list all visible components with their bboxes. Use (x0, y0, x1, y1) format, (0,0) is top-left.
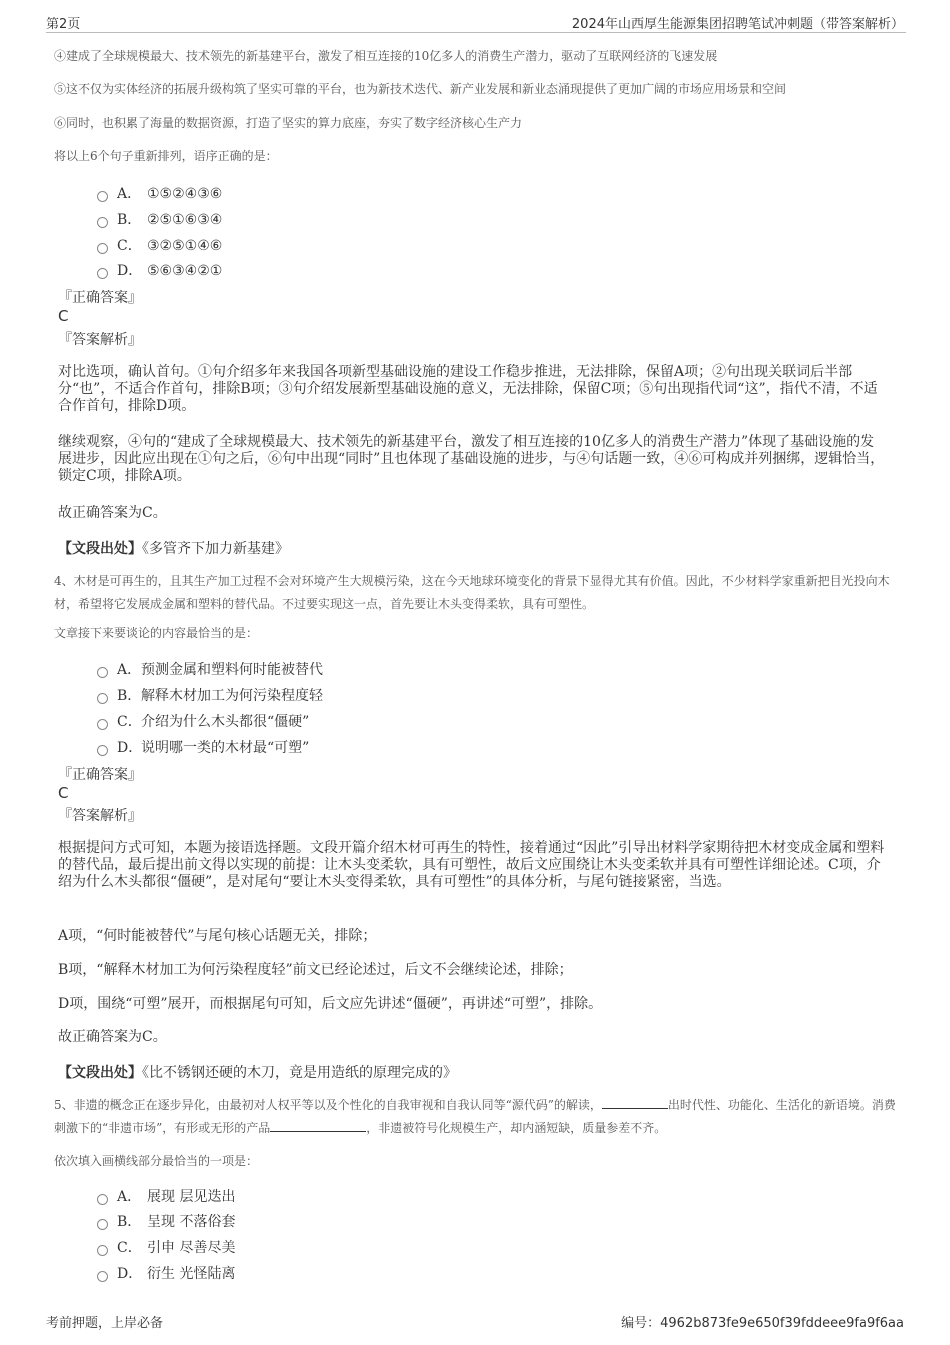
q5-stem: 5、非遗的概念正在逐步异化，由最初对人权平等以及个性化的自我审视和自我认同等“源代码”的解读， 出时代性、功能化、生活化的新语境。消费刺激下的“非遗市场”，有形或无形的产品 ，非遗被符号化规模生产，却内涵短缺，质量参差不齐。 (54, 1098, 896, 1135)
fill-blank-1[interactable] (602, 1096, 668, 1109)
radio-icon[interactable] (97, 667, 108, 678)
radio-icon[interactable] (97, 1219, 108, 1230)
radio-icon[interactable] (97, 268, 108, 279)
q3-option-b[interactable]: B． ②⑤①⑥③④ (97, 210, 222, 230)
q3-prompt: 将以上6个句子重新排列，语序正确的是： (54, 149, 278, 163)
radio-icon[interactable] (97, 745, 108, 756)
page-number: 第2页 (46, 17, 81, 32)
q4-analysis-paragraph: 根据提问方式可知，本题为接语选择题。文段开篇介绍木材可再生的特性，接着通过“因此”引导出材料学家期待把木材变成金属和塑料的替代品，最后提出前文得以实现的前提：让木头变柔软，具有可塑性，故后文应围绕让木头变柔软并具有可塑性详细论述。C项，介绍为什么木头都很“僵硬”，是对尾句“要让木头变得柔软，具有可塑性”的具体分析，与尾句链接紧密，当选。 (58, 840, 885, 890)
q4-option-c[interactable]: C．介绍为什么木头都很“僵硬” (97, 712, 309, 732)
document-title: 2024年山西厚生能源集团招聘笔试冲刺题（带答案解析） (571, 17, 904, 32)
code-label: 编号： (621, 1316, 661, 1331)
q3-answer: C (58, 307, 69, 325)
q3-analysis-conclusion: 故正确答案为C。 (58, 505, 167, 521)
radio-icon[interactable] (97, 693, 108, 704)
q4-analysis-conclusion: 故正确答案为C。 (58, 1029, 167, 1045)
source-title: 《多管齐下加力新基建》 (142, 541, 289, 557)
source-label: 【文段出处】 (58, 541, 142, 557)
q3-analysis-paragraph: 继续观察，④句的“建成了全球规模最大、技术领先的新基建平台，激发了相互连接的10亿多人的消费生产潜力”体现了基础设施的发展进步，因此应出现在①句之后，⑥句中出现“同时”且也体现了基础设施的进步，与④句话题一致，④⑥可构成并列捆绑，逻辑恰当，锁定C项，排除A项。 (58, 434, 885, 484)
page-footer (46, 1312, 906, 1331)
q4-analysis-item: B项，“解释木材加工为何污染程度轻”前文已经论述过，后文不会继续论述，排除； (58, 962, 573, 978)
q5-option-c[interactable]: C． 引申 尽善尽美 (97, 1238, 235, 1258)
source-title: 《比不锈钢还硬的木刀，竟是用造纸的原理完成的》 (142, 1065, 457, 1081)
q3-option-c[interactable]: C． ③②⑤①④⑥ (97, 236, 222, 256)
radio-icon[interactable] (97, 1245, 108, 1256)
q4-analysis-item: D项，围绕“可塑”展开，而根据尾句可知，后文应先讲述“僵硬”，再讲述“可塑”，排除。 (58, 996, 603, 1012)
q4-option-b[interactable]: B．解释木材加工为何污染程度轻 (97, 686, 323, 706)
fill-blank-2[interactable] (270, 1119, 366, 1132)
radio-icon[interactable] (97, 243, 108, 254)
q3-sentence-6: ⑥同时，也积累了海量的数据资源，打造了坚实的算力底座，夯实了数字经济核心生产力 (54, 116, 523, 130)
page-header (46, 10, 906, 33)
q3-source (58, 538, 289, 558)
radio-icon[interactable] (97, 719, 108, 730)
q4-analysis-label: 『答案解析』 (58, 808, 142, 824)
q4-stem: 4、木材是可再生的，且其生产加工过程不会对环境产生大规模污染，这在今天地球环境变化的背景下显得尤其有价值。因此，不少材料学家重新把目光投向木材，希望将它发展成金属和塑料的替代品。不过要实现这一点，首先要让木头变得柔软，具有可塑性。 (54, 574, 890, 611)
q3-answer-label: 『正确答案』 (58, 290, 142, 306)
radio-icon[interactable] (97, 1271, 108, 1282)
source-label: 【文段出处】 (58, 1065, 142, 1081)
q3-sentence-5: ⑤这不仅为实体经济的拓展升级构筑了坚实可靠的平台，也为新技术迭代、新产业发展和新业态涌现提供了更加广阔的市场应用场景和空间 (54, 82, 787, 96)
q5-option-a[interactable]: A． 展现 层见迭出 (97, 1187, 235, 1207)
q3-option-a[interactable]: A． ①⑤②④③⑥ (97, 184, 222, 204)
footer-slogan: 考前押题，上岸必备 (46, 1316, 164, 1331)
q4-source (58, 1062, 457, 1082)
q4-answer: C (58, 784, 69, 802)
q4-option-a[interactable]: A．预测金属和塑料何时能被替代 (97, 660, 323, 680)
q4-prompt: 文章接下来要谈论的内容最恰当的是： (54, 626, 259, 640)
q5-option-b[interactable]: B． 呈现 不落俗套 (97, 1212, 235, 1232)
q5-option-d[interactable]: D． 衍生 光怪陆离 (97, 1264, 235, 1284)
q3-sentence-4: ④建成了全球规模最大、技术领先的新基建平台，激发了相互连接的10亿多人的消费生产潜力，驱动了互联网经济的飞速发展 (54, 49, 718, 63)
radio-icon[interactable] (97, 1194, 108, 1205)
q3-analysis-label: 『答案解析』 (58, 332, 142, 348)
document-code (621, 1312, 904, 1331)
radio-icon[interactable] (97, 191, 108, 202)
q3-analysis-paragraph: 对比选项，确认首句。①句介绍多年来我国各项新型基础设施的建设工作稳步推进，无法排除，保留A项；②句出现关联词后半部分“也”，不适合作首句，排除B项；③句介绍发展新型基础设施的意义，无法排除，保留C项；⑤句出现指代词“这”，指代不清，不适合作首句，排除D项。 (58, 364, 878, 414)
q4-answer-label: 『正确答案』 (58, 767, 142, 783)
radio-icon[interactable] (97, 217, 108, 228)
q4-analysis-item: A项，“何时能被替代”与尾句核心话题无关，排除； (58, 928, 377, 944)
q4-option-d[interactable]: D．说明哪一类的木材最“可塑” (97, 738, 309, 758)
q5-prompt: 依次填入画横线部分最恰当的一项是： (54, 1154, 259, 1168)
q3-option-d[interactable]: D． ⑤⑥③④②① (97, 261, 222, 281)
code-value: 4962b873fe9e650f39fddeee9fa9f6aa (660, 1316, 904, 1331)
